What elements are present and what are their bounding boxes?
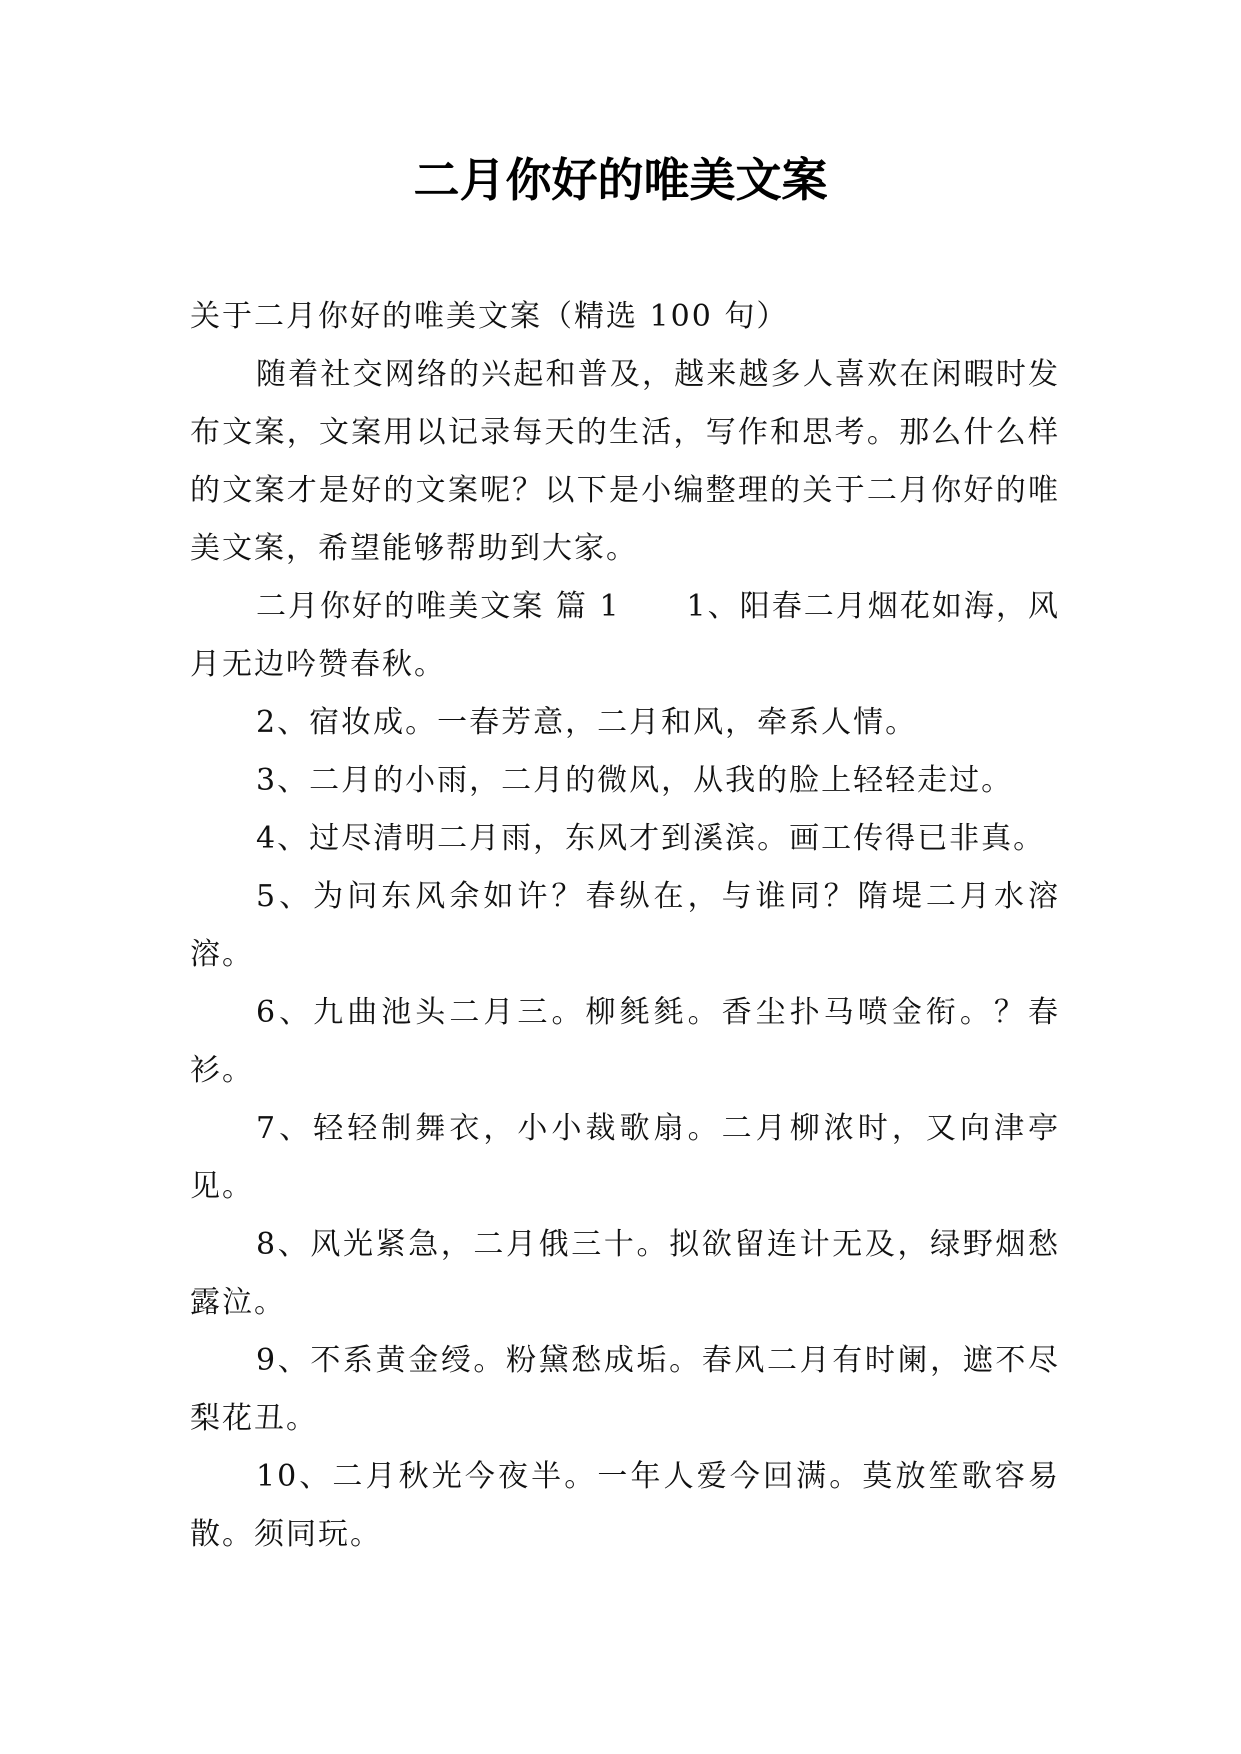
section-paragraph <box>190 578 1060 694</box>
list-item: 5、为问东风余如许？春纵在，与谁同？隋堤二月水溶溶。 <box>190 879 1060 972</box>
document-body <box>190 288 1060 1564</box>
list-item: 2、宿妆成。一春芳意，二月和风，牵系人情。 <box>256 705 918 740</box>
document-subtitle: 关于二月你好的唯美文案（精选 100 句） <box>190 299 789 334</box>
list-item: 7、轻轻制舞衣，小小裁歌扇。二月柳浓时，又向津亭见。 <box>190 1111 1060 1204</box>
section-heading: 二月你好的唯美文案 篇 1 <box>256 589 621 624</box>
list-item: 4、过尽清明二月雨，东风才到溪滨。画工传得已非真。 <box>256 821 1046 856</box>
document-title: 二月你好的唯美文案 <box>413 153 828 207</box>
list-item: 3、二月的小雨，二月的微风，从我的脸上轻轻走过。 <box>256 763 1014 798</box>
list-item: 1、阳春二月烟花如海，风月无边吟赞春秋。 <box>190 589 1060 682</box>
list-item: 8、风光紧急，二月俄三十。拟欲留连计无及，绿野烟愁露泣。 <box>190 1227 1060 1320</box>
list-item: 9、不系黄金绶。粉黛愁成垢。春风二月有时阑，遮不尽梨花丑。 <box>190 1343 1060 1436</box>
intro-paragraph: 随着社交网络的兴起和普及，越来越多人喜欢在闲暇时发布文案，文案用以记录每天的生活，写作和思考。那么什么样的文案才是好的文案呢？以下是小编整理的关于二月你好的唯美文案，希望能够帮助到大家。 <box>190 357 1060 566</box>
list-item: 10、二月秋光今夜半。一年人爱今回满。莫放笙歌容易散。须同玩。 <box>190 1459 1060 1552</box>
list-item: 6、九曲池头二月三。柳毵毵。香尘扑马喷金衔。？春衫。 <box>190 995 1060 1088</box>
